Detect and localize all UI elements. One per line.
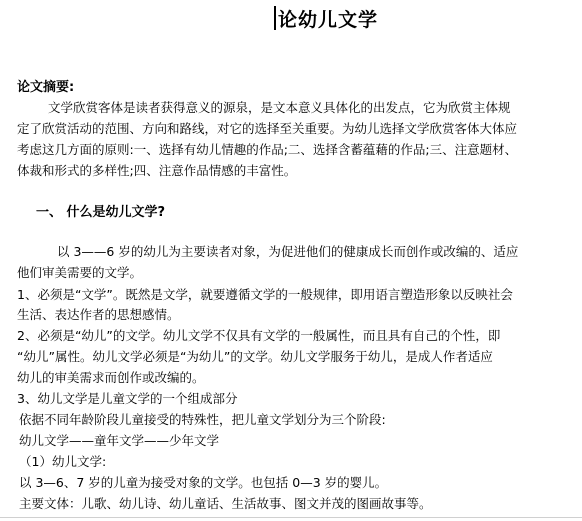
body-line[interactable]: 他们审美需要的文学。 — [17, 265, 143, 280]
abstract-line[interactable]: 文学欣赏客体是读者获得意义的源泉，是文本意义具体化的出发点，它为欣赏主体规 — [48, 100, 511, 115]
section-heading[interactable]: 一、 什么是幼儿文学? — [36, 205, 166, 220]
page-edge — [0, 517, 582, 518]
body-line[interactable]: 2、必须是“幼儿”的文学。幼儿文学不仅具有文学的一般属性，而且具有自己的个性，即 — [17, 328, 501, 343]
title-wrap — [274, 4, 378, 32]
body-line[interactable]: 幼儿的审美需求而创作或改编的。 — [17, 370, 205, 385]
text-cursor — [274, 6, 276, 30]
body-line[interactable]: 主要文体：儿歌、幼儿诗、幼儿童话、生活故事、图文并茂的图画故事等。 — [19, 496, 432, 511]
body-line[interactable]: “幼儿”属性。幼儿文学必须是“为幼儿”的文学。幼儿文学服务于幼儿，是成人作者适应 — [17, 349, 493, 364]
body-line[interactable]: 3、幼儿文学是儿童文学的一个组成部分 — [17, 391, 238, 406]
abstract-line[interactable]: 定了欣赏活动的范围、方向和路线，对它的选择至关重要。为幼儿选择文学欣赏客体大体应 — [17, 121, 518, 136]
abstract-line[interactable]: 考虑这几方面的原则:一、选择有幼儿情趣的作品;二、选择含蓄蕴藉的作品;三、注意题材、 — [17, 142, 518, 157]
body-line[interactable]: 幼儿文学——童年文学——少年文学 — [19, 433, 220, 448]
body-line[interactable]: 以 3——6 岁的幼儿为主要读者对象，为促进他们的健康成长而创作或改编的、适应 — [57, 244, 519, 259]
body-line[interactable]: 依据不同年龄阶段儿童接受的特殊性，把儿童文学划分为三个阶段: — [19, 412, 386, 427]
document-title[interactable]: 论幼儿文学 — [278, 8, 379, 31]
body-line[interactable]: 以 3—6、7 岁的儿童为接受对象的文学。也包括 0—3 岁的婴儿。 — [19, 475, 388, 490]
body-line[interactable]: （1）幼儿文学: — [19, 454, 107, 469]
body-line[interactable]: 生活、表达作者的思想感情。 — [17, 307, 180, 322]
abstract-label[interactable]: 论文摘要: — [17, 80, 75, 95]
body-line[interactable]: 1、必须是“文学”。既然是文学，就要遵循文学的一般规律，即用语言塑造形象以反映社会 — [17, 287, 513, 302]
abstract-line[interactable]: 体裁和形式的多样性;四、注意作品情感的丰富性。 — [17, 163, 297, 178]
